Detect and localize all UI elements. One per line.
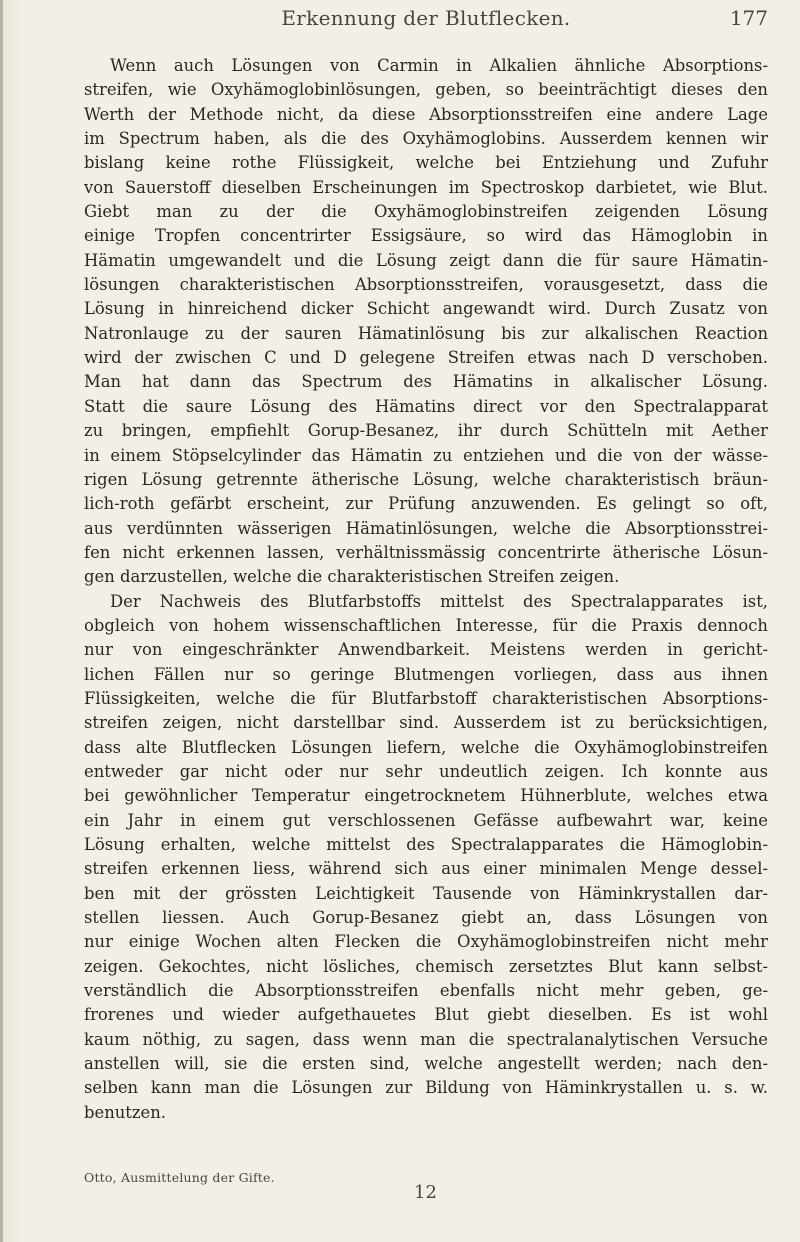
text-line: rigen Lösung getrennte ätherische Lösung, welche charakteristisch bräun-	[84, 469, 768, 489]
page-footer	[84, 1170, 768, 1210]
text-line: streifen erkennen liess, während sich aus einer minimalen Menge dessel-	[84, 859, 768, 879]
text-line: lichen Fällen nur so geringe Blutmengen vorliegen, dass aus ihnen	[84, 664, 768, 684]
paragraph-2	[84, 590, 768, 1126]
text-line: im Spectrum haben, als die des Oxyhämoglobins. Ausserdem kennen wir	[84, 129, 768, 149]
paragraph-1	[84, 54, 768, 590]
text-line: streifen zeigen, nicht darstellbar sind. Ausserdem ist zu berücksichtigen,	[84, 713, 768, 733]
text-line: Der Nachweis des Blutfarbstoffs mittelst des Spectralapparates ist,	[110, 591, 768, 611]
text-line: wird der zwischen C und D gelegene Streifen etwas nach D verschoben.	[84, 348, 768, 368]
text-line: lich-roth gefärbt erscheint, zur Prüfung anzuwenden. Es gelingt so oft,	[84, 494, 768, 514]
text-line: ein Jahr in einem gut verschlossenen Gefässe aufbewahrt war, keine	[84, 810, 768, 830]
text-line: von Sauerstoff dieselben Erscheinungen im Spectroskop darbietet, wie Blut.	[84, 177, 768, 197]
text-line: selben kann man die Lösungen zur Bildung von Häminkrystallen u. s. w.	[84, 1078, 768, 1098]
text-line: Flüssigkeiten, welche die für Blutfarbstoff charakteristischen Absorptions-	[84, 688, 768, 708]
text-line: stellen liessen. Auch Gorup-Besanez giebt an, dass Lösungen von	[84, 908, 768, 928]
body-text	[84, 54, 768, 1125]
page-number: 177	[729, 6, 768, 30]
text-line: in einem Stöpselcylinder das Hämatin zu entziehen und die von der wässe-	[84, 445, 768, 465]
text-line: streifen, wie Oxyhämoglobinlösungen, geben, so beeinträchtigt dieses den	[84, 80, 768, 100]
text-line: Man hat dann das Spectrum des Hämatins in alkalischer Lösung.	[84, 372, 768, 392]
text-line: Lösung in hinreichend dicker Schicht angewandt wird. Durch Zusatz von	[84, 299, 768, 319]
text-line: Natronlauge zu der sauren Hämatinlösung bis zur alkalischen Reaction	[84, 323, 768, 343]
text-line: anstellen will, sie die ersten sind, welche angestellt werden; nach den-	[84, 1054, 768, 1074]
signature-mark: 12	[414, 1182, 437, 1203]
text-line: entweder gar nicht oder nur sehr undeutlich zeigen. Ich konnte aus	[84, 761, 768, 781]
text-line: lösungen charakteristischen Absorptionsstreifen, vorausgesetzt, dass die	[84, 275, 768, 295]
text-line: ben mit der grössten Leichtigkeit Tausende von Häminkrystallen dar-	[84, 883, 768, 903]
text-line: Hämatin umgewandelt und die Lösung zeigt dann die für saure Hämatin-	[84, 250, 768, 270]
text-line: obgleich von hohem wissenschaftlichen Interesse, für die Praxis dennoch	[84, 615, 768, 635]
text-line: Wenn auch Lösungen von Carmin in Alkalien ähnliche Absorptions-	[110, 56, 768, 75]
text-line: aus verdünnten wässerigen Hämatinlösungen, welche die Absorptionsstrei-	[84, 518, 768, 538]
text-line: Werth der Methode nicht, da diese Absorptionsstreifen eine andere Lage	[84, 104, 768, 124]
text-line: zeigen. Gekochtes, nicht lösliches, chemisch zersetztes Blut kann selbst-	[84, 956, 768, 976]
text-line: dass alte Blutflecken Lösungen liefern, welche die Oxyhämoglobinstreifen	[84, 737, 768, 757]
text-line: kaum nöthig, zu sagen, dass wenn man die spectralanalytischen Versuche	[84, 1029, 768, 1049]
text-line: gen darzustellen, welche die charakteristischen Streifen zeigen.	[84, 567, 620, 587]
text-line: bei gewöhnlicher Temperatur eingetrocknetem Hühnerblute, welches etwa	[84, 786, 768, 806]
running-head	[84, 6, 768, 36]
text-line: Statt die saure Lösung des Hämatins direct vor den Spectralapparat	[84, 396, 768, 416]
text-line: benutzen.	[84, 1102, 166, 1122]
footer-note: Otto, Ausmittelung der Gifte.	[84, 1170, 275, 1185]
text-line: fen nicht erkennen lassen, verhältnissmässig concentrirte ätherische Lösun-	[84, 542, 768, 562]
text-line: frorenes und wieder aufgethauetes Blut giebt dieselben. Es ist wohl	[84, 1005, 768, 1025]
text-line: bislang keine rothe Flüssigkeit, welche bei Entziehung und Zufuhr	[84, 153, 768, 173]
text-line: einige Tropfen concentrirter Essigsäure, so wird das Hämoglobin in	[84, 226, 768, 246]
text-line: nur einige Wochen alten Flecken die Oxyhämoglobinstreifen nicht mehr	[84, 932, 768, 952]
text-line: zu bringen, empfiehlt Gorup-Besanez, ihr durch Schütteln mit Aether	[84, 421, 768, 441]
text-line: verständlich die Absorptionsstreifen ebenfalls nicht mehr geben, ge-	[84, 981, 768, 1001]
text-line: Giebt man zu der die Oxyhämoglobinstreifen zeigenden Lösung	[84, 202, 768, 222]
text-line: Lösung erhalten, welche mittelst des Spectralapparates die Hämoglobin-	[84, 835, 768, 854]
text-line: nur von eingeschränkter Anwendbarkeit. Meistens werden in gericht-	[84, 640, 768, 660]
running-title: Erkennung der Blutflecken.	[281, 6, 571, 30]
page-binding-edge	[0, 0, 22, 1242]
